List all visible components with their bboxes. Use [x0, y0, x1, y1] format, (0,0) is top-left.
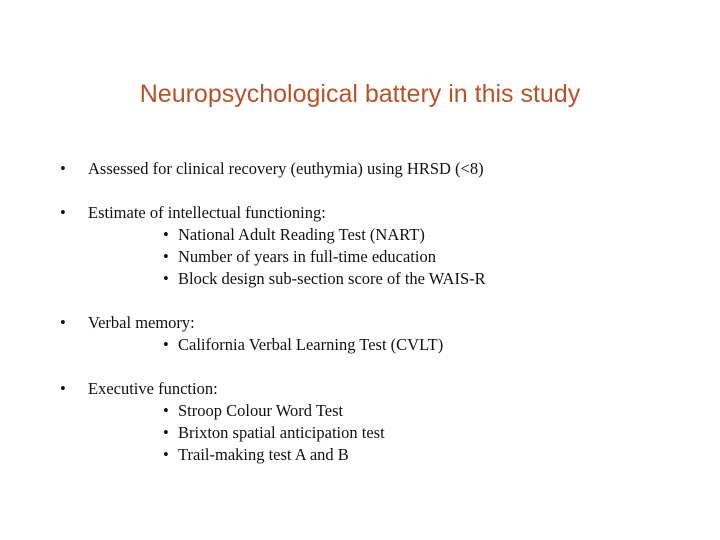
bullet-icon: •	[163, 269, 169, 288]
list-item-text: Verbal memory:	[88, 313, 195, 332]
bullet-icon: •	[163, 445, 169, 464]
list-item	[60, 158, 680, 180]
sub-list-item-text: California Verbal Learning Test (CVLT)	[178, 335, 444, 354]
list-item	[60, 202, 680, 290]
sub-list-item-text: Trail-making test A and B	[178, 445, 349, 464]
sub-list-item	[88, 444, 680, 466]
sub-list-item	[88, 224, 680, 246]
list-item	[60, 378, 680, 466]
sub-list-item-text: Block design sub-section score of the WAIS-R	[178, 269, 486, 288]
bullet-icon: •	[163, 335, 169, 354]
sub-list-item	[88, 246, 680, 268]
list-item-text: Executive function:	[88, 379, 218, 398]
sub-list-item-text: Stroop Colour Word Test	[178, 401, 344, 420]
sub-list-item-text: Number of years in full-time education	[178, 247, 436, 266]
bullet-list	[60, 158, 680, 488]
list-item-text: Assessed for clinical recovery (euthymia) using HRSD (<8)	[88, 159, 484, 178]
bullet-icon: •	[163, 225, 169, 244]
bullet-icon: •	[60, 203, 66, 222]
bullet-icon: •	[60, 379, 66, 398]
sub-list-item-text: Brixton spatial anticipation test	[178, 423, 385, 442]
bullet-icon: •	[163, 247, 169, 266]
bullet-icon: •	[163, 401, 169, 420]
slide-title: Neuropsychological battery in this study	[139, 80, 581, 108]
sub-list-item	[88, 400, 680, 422]
list-item-text: Estimate of intellectual functioning:	[88, 203, 326, 222]
bullet-icon: •	[163, 423, 169, 442]
sub-list-item	[88, 422, 680, 444]
list-item	[60, 312, 680, 356]
bullet-icon: •	[60, 159, 66, 178]
sub-list-item	[88, 268, 680, 290]
sub-list-item	[88, 334, 680, 356]
sub-list-item-text: National Adult Reading Test (NART)	[178, 225, 425, 244]
bullet-icon: •	[60, 313, 66, 332]
